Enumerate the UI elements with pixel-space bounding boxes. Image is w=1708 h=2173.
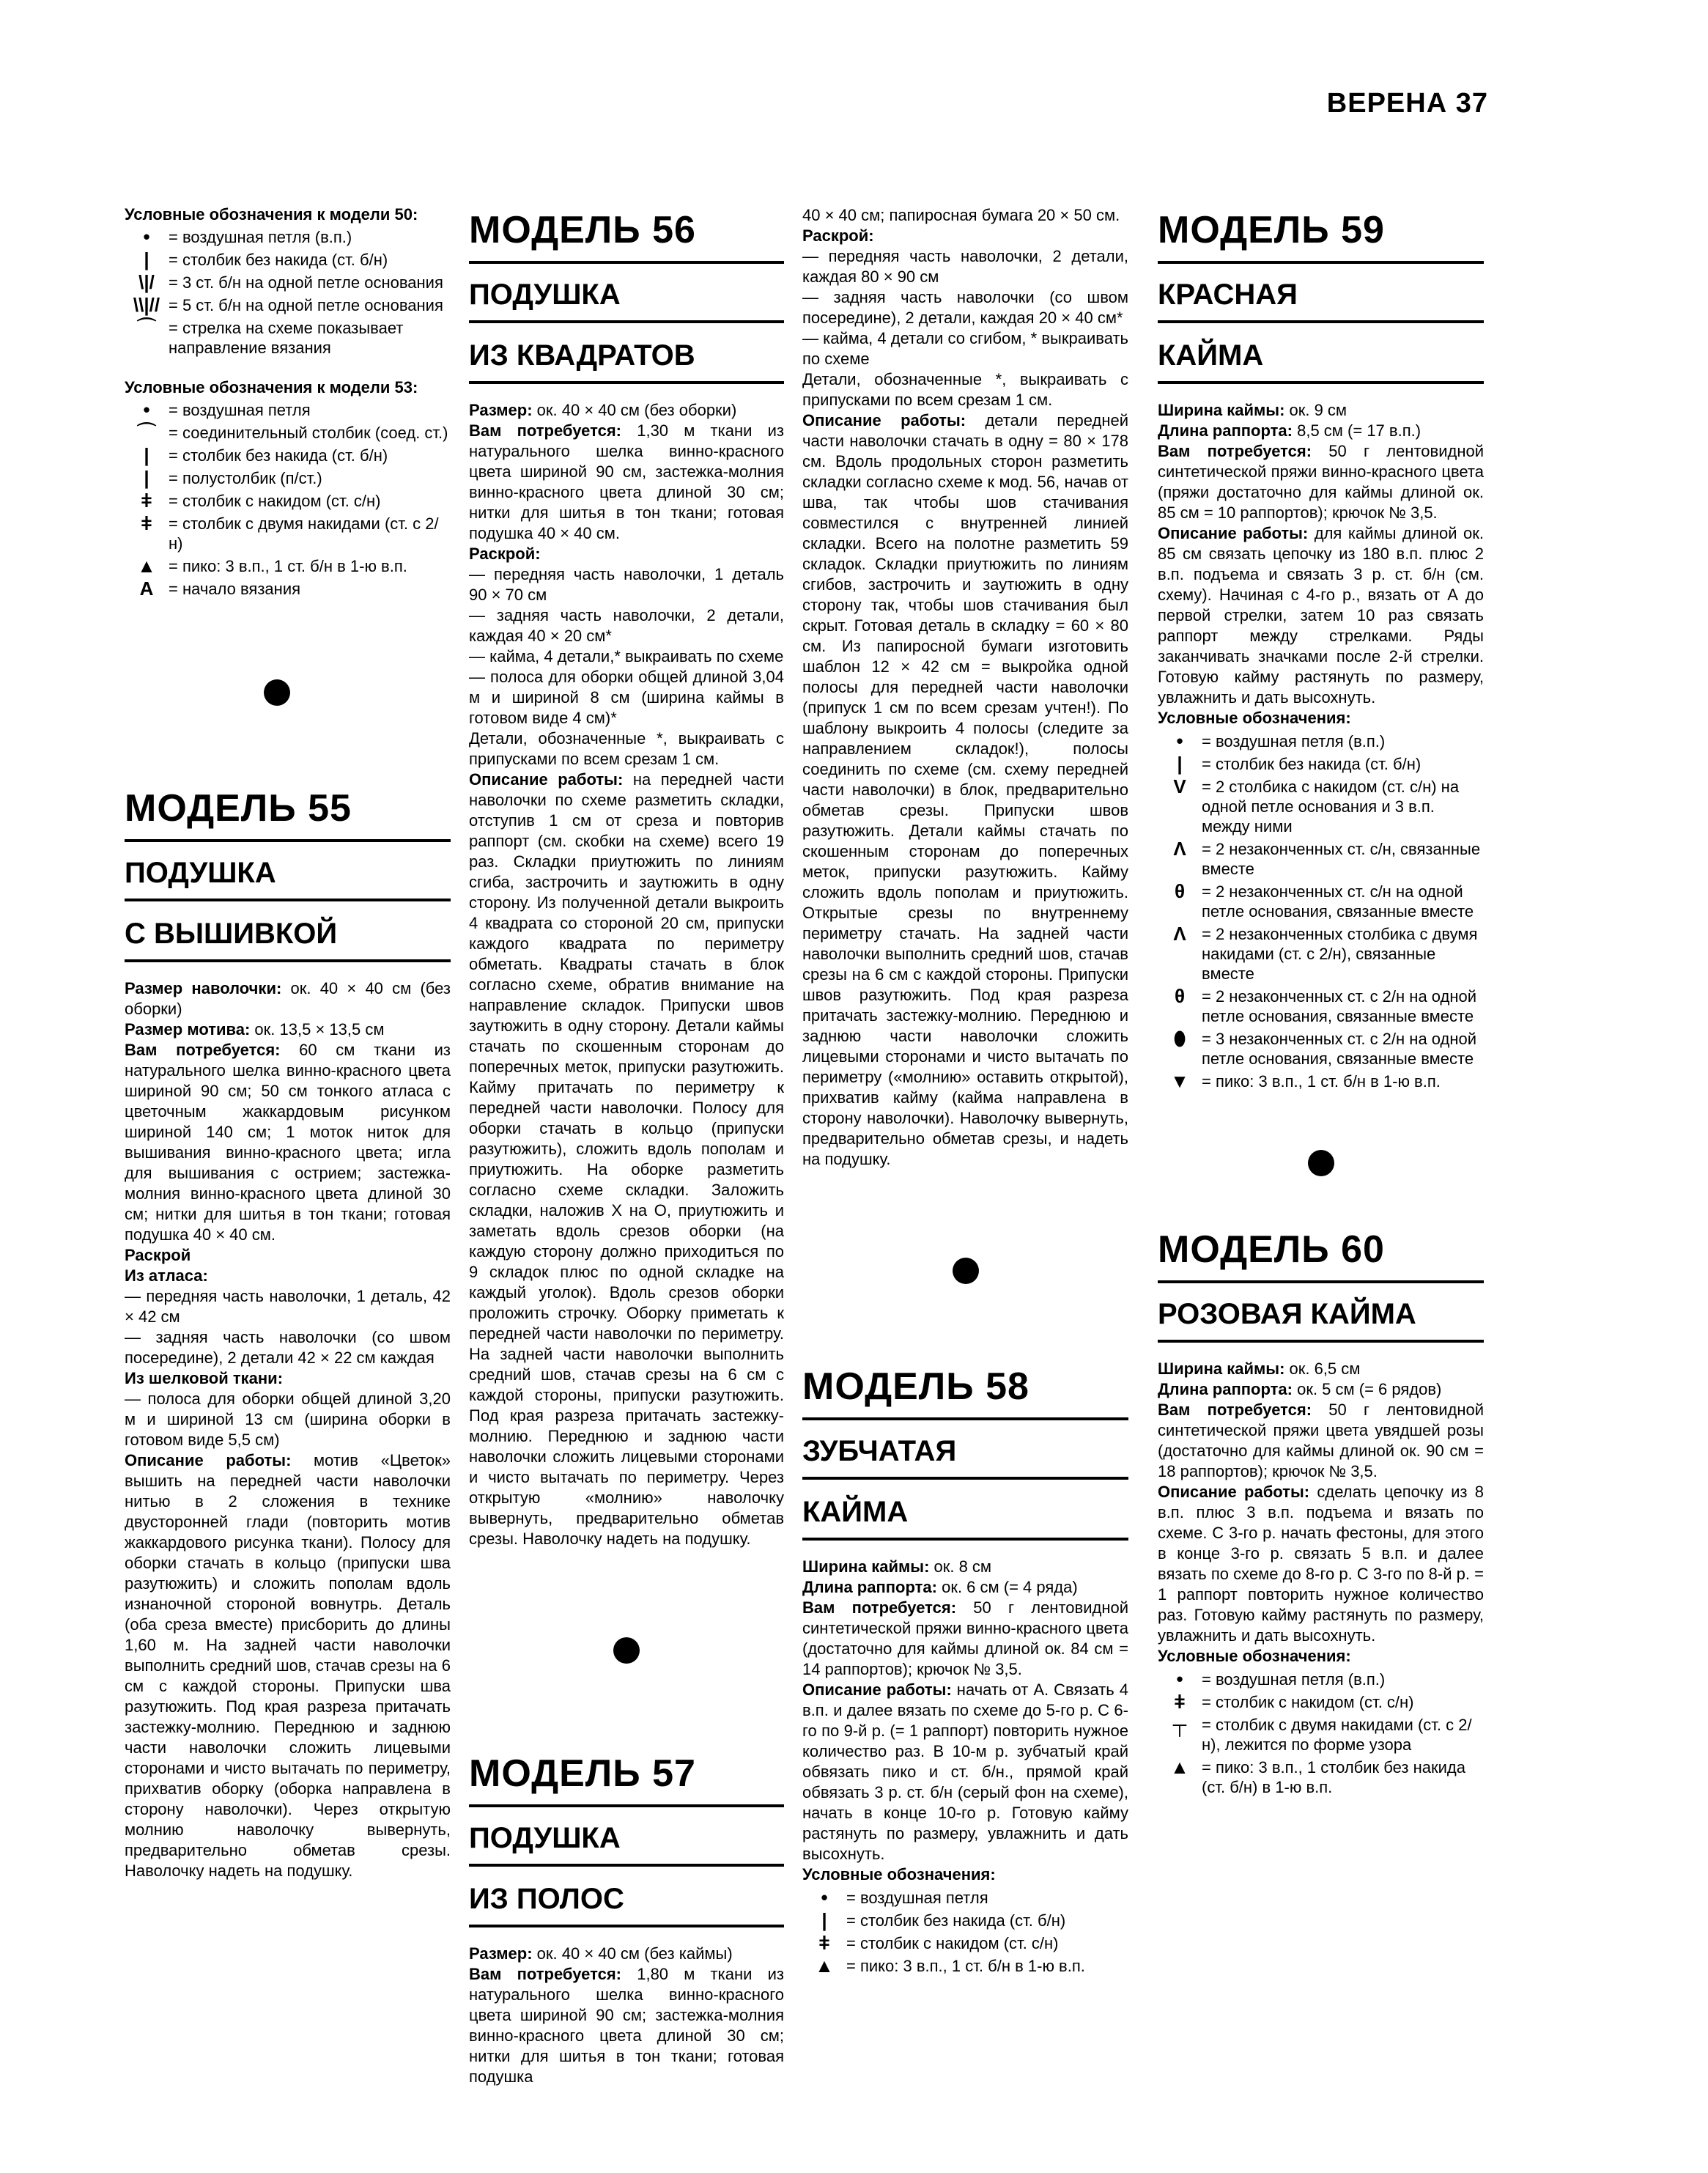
- paragraph-label: Из шелковой ткани:: [125, 1369, 284, 1387]
- single-crochet-icon: |: [144, 248, 149, 270]
- paragraph-text: ок. 6,5 см: [1284, 1359, 1361, 1378]
- model-57-subtitle-2: ИЗ ПОЛОС: [469, 1883, 784, 1927]
- picot-icon: ▲: [815, 1955, 834, 1977]
- legend-item: [125, 400, 451, 420]
- picot-icon: ▲: [1170, 1756, 1189, 1778]
- legend-definition: = столбик с двумя накидами (ст. с 2/н), лежится по форме узора: [1202, 1716, 1472, 1754]
- model-60-title: [1158, 1228, 1484, 1343]
- paragraph: [469, 605, 784, 646]
- model-60-text: [1158, 1359, 1484, 1667]
- legend-53-title: Условные обозначения к модели 53:: [125, 378, 418, 396]
- double-crochet-icon: ǂ: [1174, 1691, 1186, 1713]
- legend-definition: = столбик с накидом (ст. с/н): [846, 1934, 1059, 1952]
- legend-definition: = столбик с накидом (ст. с/н): [169, 492, 381, 510]
- legend-59: [1158, 731, 1484, 1091]
- paragraph: [125, 1450, 451, 1881]
- paragraph-label: Описание работы:: [1158, 524, 1309, 542]
- two-dc-cluster-icon: θ: [1174, 880, 1186, 902]
- paragraph: [469, 1964, 784, 2087]
- paragraph-text: мотив «Цветок» вышить на передней части наволочки нитью в 2 сложения в технике двусторонней глади (повторить мотив жаккардового рисунка ткани). Полосу для оборки стачать в кольцо (припуски шва разутюжить) и сложить пополам вдоль изнаночной стороной вовнутрь. Деталь (оба среза вместе) присборить до длины 1,60 м. На задней части наволочки выполнить средний шов, стачав срезы на 6 см с каждой стороны. Припуски шва разутюжить. Под края разреза притачать застежку-молнию. Переднюю и заднюю части наволочки сложить лицевыми сторонами и чисто вытачать по периметру, прихватив оборку (оборка направлена в сторону наволочки). Через открытую молнию наволочку вывернуть, предварительно обметав срезы. Наволочку надеть на подушку.: [125, 1451, 451, 1880]
- legend-item: [125, 446, 451, 465]
- legend-item: [1158, 1757, 1484, 1797]
- legend-definition: = столбик без накида (ст. б/н): [169, 251, 388, 269]
- single-crochet-icon: |: [821, 1909, 827, 1931]
- model-59-subtitle-1: КРАСНАЯ: [1158, 278, 1484, 323]
- legend-item: [1158, 839, 1484, 879]
- paragraph-label: Размер наволочки:: [125, 979, 282, 997]
- legend-item: [125, 491, 451, 511]
- legend-definition: = столбик без накида (ст. б/н): [169, 446, 388, 465]
- paragraph-label: Условные обозначения:: [1158, 709, 1351, 727]
- legend-50-title: Условные обозначения к модели 50:: [125, 205, 418, 224]
- legend-definition: = 2 незаконченных столбика с двумя накидами (ст. с 2/н), связанные вместе: [1202, 925, 1478, 983]
- paragraph: [469, 770, 784, 1549]
- model-59-number: МОДЕЛЬ 59: [1158, 208, 1484, 264]
- single-crochet-icon: |: [144, 444, 149, 466]
- paragraph: [125, 1040, 451, 1245]
- model-55-subtitle-2: С ВЫШИВКОЙ: [125, 918, 451, 962]
- legend-definition: = 2 незаконченных ст. с 2/н на одной петле основания, связанные вместе: [1202, 987, 1477, 1025]
- legend-item: [1158, 882, 1484, 921]
- half-double-crochet-icon: |: [144, 467, 149, 489]
- legend-definition: = соединительный столбик (соед. ст.): [169, 424, 448, 442]
- model-55-title: [125, 786, 451, 962]
- legend-item: [1158, 1715, 1484, 1755]
- five-sc-one-loop-icon: \\|//: [133, 294, 160, 316]
- paragraph: [1158, 400, 1484, 421]
- paragraph-label: Ширина каймы:: [802, 1557, 930, 1576]
- model-57-text: [469, 1944, 784, 2087]
- paragraph: [469, 667, 784, 728]
- paragraph-text: ок. 40 × 40 см (без оборки): [532, 401, 737, 419]
- legend-item: [125, 318, 451, 358]
- paragraph-text: Детали, обозначенные *, выкраивать с припусками по всем срезам 1 см.: [802, 370, 1128, 409]
- model-59-title: [1158, 208, 1484, 384]
- legend-definition: = 5 ст. б/н на одной петле основания: [169, 296, 443, 314]
- legend-item: [1158, 731, 1484, 751]
- model-57-subtitle-1: ПОДУШКА: [469, 1822, 784, 1867]
- model-56-subtitle-1: ПОДУШКА: [469, 278, 784, 323]
- paragraph: [802, 1577, 1128, 1598]
- paragraph-text: 50 г лентовидной синтетической пряжи цвета увядшей розы (достаточно для каймы длиной ок. 90 см = 18 раппортов); крючок № 3,5.: [1158, 1401, 1485, 1480]
- legend-definition: = воздушная петля (в.п.): [1202, 732, 1386, 750]
- legend-definition: = столбик с двумя накидами (ст. с 2/н): [169, 514, 439, 553]
- paragraph-label: Описание работы:: [469, 770, 624, 789]
- paragraph: [1158, 421, 1484, 441]
- paragraph-label: Длина раппорта:: [1158, 1380, 1293, 1398]
- paragraph-text: на передней части наволочки по схеме разметить складки, отступив 1 см от среза и повторив раппорт (см. скобки на схеме) всего 19 раз. Складки приутюжить по линиям сгиба, застрочить и заутюжить в одну сторону. Из полученной детали выкроить 4 квадрата со стороной 20 см, припуски каждого квадрата по периметру обметать. Квадраты стачать в блок согласно схеме, обратив внимание на направление складок. Припуски швов заутюжить в одну сторону. Детали каймы стачать по скошенным сторонам до поперечных меток, припуски разутюжить. Кайму притачать по периметру к передней части наволочки. Полосу для оборки стачать в кольцо (припуски разутюжить), сложить вдоль пополам и приутюжить. На оборке разметить согласно схеме складки. Заложить складки, наложив Х на О, приутюжить и заметать вдоль срезов оборки (на каждую сторону должно приходиться по 9 складок плюс по одной складке на каждый уголок). Вдоль срезов оборки проложить строчку. Оборку приметать к передней части наволочки по периметру. На задней части наволочки выполнить средний шов, стачав срезы на 6 см с каждой стороны, припуски разутюжить. Под края разреза притачать застежку-молнию. Переднюю и заднюю части наволочки сложить лицевыми сторонами и чисто вытачать по периметру. Через открытую «молнию» наволочку вывернуть, предварительно обметав срезы. Наволочку надеть на подушку.: [469, 770, 784, 1548]
- paragraph-text: ок. 13,5 × 13,5 см: [250, 1020, 385, 1038]
- paragraph: [469, 400, 784, 421]
- two-dc-together-icon: Λ: [1173, 838, 1186, 860]
- model-60-subtitle: РОЗОВАЯ КАЙМА: [1158, 1298, 1484, 1343]
- model-56-subtitle-2: ИЗ КВАДРАТОВ: [469, 339, 784, 384]
- paragraph-label: Описание работы:: [1158, 1483, 1310, 1501]
- paragraph: [125, 978, 451, 1019]
- paragraph: [1158, 523, 1484, 708]
- paragraph: [469, 728, 784, 770]
- paragraph-text: начать от А. Связать 4 в.п. и далее вязать по схеме до 5-го р. С 6-го по 9-й р. (= 1 раппорт) повторить нужное количество раз. В 10-м р. зубчатый край обвязать пико и ст. б/н., прямой край обвязать 3 р. ст. б/н (серый фон на схеме), начать в конце 10-го р. Готовую кайму растянуть по размеру, увлажнить и дать высохнуть.: [802, 1681, 1128, 1863]
- air-loop-dot-icon: •: [1176, 1668, 1183, 1690]
- air-loop-dot-icon: •: [1176, 730, 1183, 752]
- legend-item: [1158, 924, 1484, 984]
- paragraph: [802, 226, 1128, 246]
- picot-icon: ▼: [1170, 1070, 1189, 1092]
- legend-item: [125, 273, 451, 292]
- air-loop-dot-icon: •: [143, 399, 150, 421]
- paragraph-label: Размер мотива:: [125, 1020, 251, 1038]
- paragraph-label: Описание работы:: [802, 411, 966, 429]
- legend-item: [802, 1933, 1128, 1953]
- paragraph-text: ок. 8 см: [929, 1557, 992, 1576]
- paragraph-label: Вам потребуется:: [125, 1041, 281, 1059]
- legend-item: [1158, 777, 1484, 836]
- paragraph-text: детали передней части наволочки стачать в одну = 80 × 178 см. Вдоль продольных сторон разметить складки согласно схеме к мод. 56, начав от шва, так чтобы шов стачивания совместился с внутренней линией складки. Всего на полотне разметить 59 складок. Складки приутюжить по линиям сгибов, застрочить и заутюжить в одну сторону так, чтобы шов стачивания был скрыт. Готовая деталь в складку = 60 × 80 см. Из папиросной бумаги изготовить шаблон 12 × 42 см = выкройка одной полосы для передней части наволочки (припуск 1 см по всем срезам учтен!). По шаблону выкроить 4 полосы (следите за направлением складок!), полосы соединить по схеме (см. схему передней части наволочки) в блок, предварительно обметав срезы. Припуски швов разутюжить. Детали каймы стачать по скошенным сторонам до поперечных меток, припуски разутюжить. Кайму сложить вдоль пополам и приутюжить. Открытые срезы по внутреннему периметру стачать. На задней части наволочки выполнить средний шов, стачав срезы на 6 см с каждой стороны. Припуски швов разутюжить. Под края разреза притачать застежку-молнию. Переднюю и заднюю части наволочки сложить лицевыми сторонами и чисто вытачать по периметру («молнию» оставить открытой), прихватив кайму (кайма направлена в сторону наволочки). Наволочку вывернуть, предварительно обметав срезы, и надеть на подушку.: [802, 411, 1128, 1168]
- paragraph: [1158, 441, 1484, 523]
- three-tr-cluster-icon: ⬮: [1173, 1028, 1186, 1049]
- legend-53: [125, 400, 451, 599]
- paragraph-text: 50 г лентовидной синтетической пряжи винно-красного цвета (пряжи достаточно для каймы длиной ок. 85 см = 10 раппортов); крючок № 3,5.: [1158, 442, 1485, 522]
- legend-item: [125, 423, 451, 443]
- air-loop-dot-icon: •: [821, 1886, 828, 1908]
- paragraph-label: Ширина каймы:: [1158, 401, 1285, 419]
- paragraph-label: Раскрой:: [469, 545, 541, 563]
- picot-icon: ▲: [137, 555, 156, 577]
- model-58-title: [802, 1365, 1128, 1541]
- paragraph-text: — передняя часть наволочки, 2 детали, каждая 80 × 90 см: [802, 247, 1128, 286]
- column-1: [125, 205, 451, 1881]
- model-55-subtitle-1: ПОДУШКА: [125, 857, 451, 901]
- paragraph-text: — кайма, 4 детали со сгибом, * выкраивать по схеме: [802, 329, 1128, 368]
- legend-item: [1158, 1670, 1484, 1689]
- model-58-text: [802, 1557, 1128, 1885]
- paragraph: [1158, 1400, 1484, 1482]
- paragraph-text: ок. 5 см (= 6 рядов): [1292, 1380, 1442, 1398]
- direction-arrow-icon: ⌒: [136, 317, 156, 339]
- model-57-continued-text: [802, 205, 1128, 1170]
- paragraph: [1158, 1359, 1484, 1379]
- paragraph: [1158, 1482, 1484, 1646]
- legend-item: [802, 1956, 1128, 1976]
- column-2: [469, 205, 784, 2087]
- legend-item: [125, 468, 451, 488]
- single-crochet-icon: |: [1177, 753, 1183, 775]
- legend-item: [1158, 1071, 1484, 1091]
- legend-definition: = 2 столбика с накидом (ст. с/н) на одной петле основания и 3 в.п. между ними: [1202, 778, 1460, 835]
- two-tr-together-icon: Λ: [1173, 923, 1186, 945]
- model-55-number: МОДЕЛЬ 55: [125, 786, 451, 842]
- paragraph: [125, 1327, 451, 1368]
- paragraph-label: Вам потребуется:: [469, 421, 622, 440]
- model-58-subtitle-2: КАЙМА: [802, 1496, 1128, 1541]
- legend-definition: = начало вязания: [169, 580, 301, 598]
- paragraph: [1158, 1646, 1484, 1667]
- page-header: ВЕРЕНА 37: [1326, 88, 1488, 119]
- legend-58: [802, 1888, 1128, 1976]
- legend-definition: = 3 незаконченных ст. с 2/н на одной петле основания, связанные вместе: [1202, 1030, 1477, 1068]
- legend-definition: = воздушная петля: [169, 401, 311, 419]
- legend-item: [1158, 1692, 1484, 1712]
- legend-definition: = столбик без накида (ст. б/н): [846, 1911, 1066, 1930]
- paragraph-text: 8,5 см (= 17 в.п.): [1292, 421, 1422, 440]
- legend-item: [1158, 986, 1484, 1026]
- model-56-title: [469, 208, 784, 384]
- slip-stitch-icon: ⌒: [136, 421, 156, 443]
- legend-definition: = пико: 3 в.п., 1 ст. б/н в 1-ю в.п.: [169, 557, 407, 575]
- legend-definition: = 2 незаконченных ст. с/н, связанные вместе: [1202, 840, 1481, 878]
- paragraph-label: Условные обозначения:: [1158, 1647, 1351, 1665]
- paragraph-label: Размер:: [469, 1944, 533, 1963]
- paragraph: [125, 1019, 451, 1040]
- legend-item: [802, 1911, 1128, 1930]
- paragraph: [1158, 1379, 1484, 1400]
- model-55-text: [125, 978, 451, 1881]
- legend-definition: = 2 незаконченных ст. с/н на одной петле основания, связанные вместе: [1202, 882, 1474, 921]
- paragraph: [802, 1864, 1128, 1885]
- model-58-number: МОДЕЛЬ 58: [802, 1365, 1128, 1420]
- paragraph-text: — передняя часть наволочки, 1 деталь, 42 × 42 см: [125, 1287, 451, 1326]
- paragraph-text: ок. 40 × 40 см (без каймы): [532, 1944, 733, 1963]
- paragraph-text: — передняя часть наволочки, 1 деталь 90 × 70 см: [469, 565, 784, 604]
- model-57-title: [469, 1752, 784, 1927]
- legend-60: [1158, 1670, 1484, 1797]
- legend-50: [125, 227, 451, 358]
- paragraph-label: Вам потребуется:: [802, 1598, 957, 1617]
- paragraph-label: Вам потребуется:: [469, 1965, 622, 1983]
- paragraph: [469, 646, 784, 667]
- paragraph: [125, 1389, 451, 1450]
- paragraph-text: — задняя часть наволочки (со швом посередине), 2 детали 42 × 22 см каждая: [125, 1328, 451, 1367]
- model-59-subtitle-2: КАЙМА: [1158, 339, 1484, 384]
- paragraph: [125, 1286, 451, 1327]
- paragraph-text: 1,80 м ткани из натурального шелка винно-красного цвета шириной 90 см; застежка-молния винно-красного цвета длиной 30 см; нитки для шитья в тон ткани; готовая подушка: [469, 1965, 784, 2086]
- paragraph: [802, 369, 1128, 410]
- legend-definition: = столбик с накидом (ст. с/н): [1202, 1693, 1414, 1711]
- legend-definition: = пико: 3 в.п., 1 ст. б/н в 1-ю в.п.: [1202, 1072, 1441, 1091]
- section-bullet-icon: [1308, 1150, 1334, 1176]
- paragraph-text: Детали, обозначенные *, выкраивать с припусками по всем срезам 1 см.: [469, 729, 784, 768]
- model-56-number: МОДЕЛЬ 56: [469, 208, 784, 264]
- paragraph-text: — кайма, 4 детали,* выкраивать по схеме: [469, 647, 784, 665]
- legend-item: [125, 579, 451, 599]
- paragraph: [469, 544, 784, 564]
- paragraph-label: Раскрой:: [802, 226, 874, 245]
- paragraph-text: 50 г лентовидной синтетической пряжи винно-красного цвета (достаточно для каймы длиной ок. 84 см = 14 раппортов); крючок № 3,5.: [802, 1598, 1129, 1678]
- legend-item: [125, 250, 451, 270]
- model-60-number: МОДЕЛЬ 60: [1158, 1228, 1484, 1283]
- paragraph-label: Описание работы:: [802, 1681, 952, 1699]
- paragraph-label: Из атласа:: [125, 1266, 208, 1285]
- section-bullet-icon: [953, 1258, 979, 1284]
- paragraph: [802, 1598, 1128, 1680]
- legend-definition: = воздушная петля (в.п.): [169, 228, 352, 246]
- paragraph-text: ок. 6 см (= 4 ряда): [936, 1578, 1078, 1596]
- legend-item: [125, 227, 451, 247]
- legend-item: [125, 295, 451, 315]
- paragraph-text: — полоса для оборки общей длиной 3,20 м и шириной 13 см (ширина оборки в готовом виде 5,5 см): [125, 1390, 451, 1449]
- paragraph-label: Размер:: [469, 401, 533, 419]
- paragraph: [802, 1557, 1128, 1577]
- treble-crochet-shaped-icon: ┬: [1172, 1713, 1187, 1735]
- model-56-text: [469, 400, 784, 1549]
- paragraph: [469, 564, 784, 605]
- legend-definition: = пико: 3 в.п., 1 ст. б/н в 1-ю в.п.: [846, 1957, 1085, 1975]
- double-crochet-icon: ǂ: [141, 490, 152, 512]
- paragraph-label: Вам потребуется:: [1158, 442, 1312, 460]
- paragraph-text: — полоса для оборки общей длиной 3,04 м и шириной 8 см (ширина каймы в готовом виде 4 см)*: [469, 668, 784, 727]
- paragraph: [802, 246, 1128, 287]
- paragraph-text: 60 см ткани из натурального шелка винно-красного цвета шириной 90 см; 50 см тонкого атласа с цветочным жаккардовым рисунком шириной 140 см; 1 моток ниток для вышивания винно-красного цвета; игла для вышивания с острием; застежка-молния винно-красного цвета длиной 30 см; нитки для шитья в тон ткани; готовая подушка 40 × 40 см.: [125, 1041, 451, 1244]
- paragraph-label: Условные обозначения:: [802, 1865, 996, 1884]
- legend-definition: = пико: 3 в.п., 1 столбик без накида (ст. б/н) в 1-ю в.п.: [1202, 1758, 1465, 1796]
- legend-definition: = воздушная петля: [846, 1889, 988, 1907]
- legend-item: [1158, 754, 1484, 774]
- legend-definition: = полустолбик (п/ст.): [169, 469, 322, 487]
- air-loop-dot-icon: •: [143, 226, 150, 248]
- two-tr-cluster-icon: θ: [1174, 985, 1186, 1007]
- legend-definition: = стрелка на схеме показывает направление вязания: [169, 319, 404, 357]
- paragraph: [1158, 708, 1484, 728]
- paragraph: [802, 205, 1128, 226]
- paragraph: [125, 1266, 451, 1286]
- paragraph-text: ок. 9 см: [1284, 401, 1347, 419]
- paragraph: [802, 287, 1128, 328]
- paragraph-label: Вам потребуется:: [1158, 1401, 1312, 1419]
- paragraph-label: Раскрой: [125, 1246, 191, 1264]
- column-4: [1158, 205, 1484, 1800]
- paragraph-label: Длина раппорта:: [1158, 421, 1293, 440]
- treble-crochet-icon: ǂ: [141, 512, 152, 534]
- model-59-text: [1158, 400, 1484, 728]
- legend-definition: = столбик без накида (ст. б/н): [1202, 755, 1422, 773]
- legend-item: [802, 1888, 1128, 1908]
- paragraph-text: 40 × 40 см; папиросная бумага 20 × 50 см.: [802, 206, 1120, 224]
- two-dc-one-loop-icon: V: [1173, 775, 1186, 797]
- paragraph: [469, 1944, 784, 1964]
- section-bullet-icon: [264, 679, 290, 706]
- model-57-number: МОДЕЛЬ 57: [469, 1752, 784, 1807]
- section-bullet-icon: [613, 1637, 640, 1664]
- three-sc-one-loop-icon: \|/: [138, 271, 155, 293]
- paragraph: [125, 1368, 451, 1389]
- paragraph-text: ок. 40 × 40 см (без оборки): [125, 979, 451, 1018]
- double-crochet-icon: ǂ: [818, 1932, 830, 1954]
- paragraph: [125, 1245, 451, 1266]
- paragraph: [802, 328, 1128, 369]
- legend-item: [1158, 1029, 1484, 1069]
- paragraph-label: Ширина каймы:: [1158, 1359, 1285, 1378]
- legend-item: [125, 556, 451, 576]
- paragraph: [802, 410, 1128, 1170]
- legend-definition: = воздушная петля (в.п.): [1202, 1670, 1386, 1689]
- legend-definition: = 3 ст. б/н на одной петле основания: [169, 273, 443, 292]
- paragraph-text: — задняя часть наволочки, 2 детали, каждая 40 × 20 см*: [469, 606, 784, 645]
- paragraph-text: для каймы длиной ок. 85 см связать цепочку из 180 в.п. плюс 2 в.п. подъема и связать 3 р. ст. б/н (см. схему). Начиная с 4-го р., вязать от А до первой стрелки, затем 10 раз связать раппорт между стрелками. Ряды заканчивать значками после 2-й стрелки. Готовую кайму растянуть по размеру, увлажнить и дать высохнуть.: [1158, 524, 1484, 706]
- legend-item: [125, 514, 451, 553]
- paragraph: [802, 1680, 1128, 1864]
- paragraph: [469, 421, 784, 544]
- model-58-subtitle-1: ЗУБЧАТАЯ: [802, 1435, 1128, 1480]
- paragraph-text: сделать цепочку из 8 в.п. плюс 3 в.п. подъема и вязать по схеме. С 3-го р. начать фестоны, для этого в конце 3-го р. связать 5 в.п. и далее вязать по схеме до 8-го р. С 3-го по 8-й р. = 1 раппорт повторить нужное количество раз. Готовую кайму растянуть по размеру, увлажнить и дать высохнуть.: [1158, 1483, 1484, 1645]
- paragraph-text: 1,30 м ткани из натурального шелка винно-красного цвета шириной 90 см, застежка-молния винно-красного цвета длиной 30 см; нитки для шитья в тон ткани; готовая подушка 40 × 40 см.: [469, 421, 784, 542]
- column-3: [802, 205, 1128, 1979]
- paragraph-label: Длина раппорта:: [802, 1578, 937, 1596]
- start-marker-icon: А: [139, 578, 154, 599]
- paragraph-text: — задняя часть наволочки (со швом посередине), 2 детали, каждая 20 × 40 см*: [802, 288, 1128, 327]
- paragraph-label: Описание работы:: [125, 1451, 292, 1469]
